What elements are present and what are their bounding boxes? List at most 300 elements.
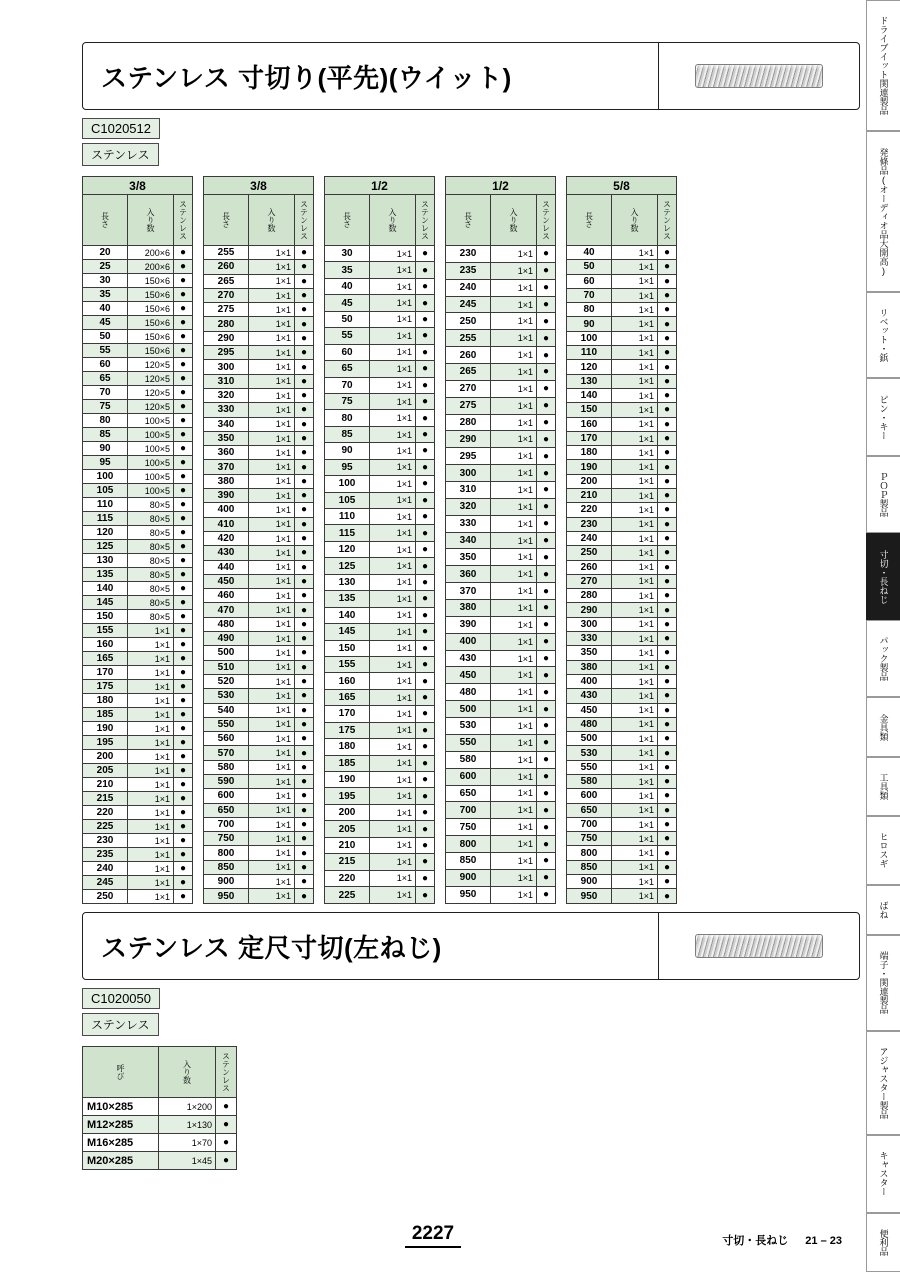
cell-c3: ● (295, 388, 314, 402)
cell-c2: 150×6 (128, 330, 174, 344)
side-tab-label: ばね (878, 900, 889, 919)
table-row (567, 560, 677, 574)
cell-c1: 145 (325, 624, 370, 640)
cell-c3: ● (416, 558, 435, 574)
cell-c3: ● (537, 566, 556, 583)
cell-c1: 400 (567, 674, 612, 688)
cell-c1: 50 (83, 330, 128, 344)
cell-c2: 1×1 (491, 313, 537, 330)
cell-c2: 1×1 (249, 603, 295, 617)
cell-c3: ● (658, 703, 677, 717)
cell-c1: 215 (83, 792, 128, 806)
table-row (325, 739, 435, 755)
cell-c1: 950 (204, 889, 249, 904)
table-size-header: 3/8 (204, 177, 314, 195)
spec-table-group (82, 1046, 860, 1170)
cell-c2: 1×1 (612, 603, 658, 617)
cell-c3: ● (295, 417, 314, 431)
cell-c2: 1×1 (491, 819, 537, 836)
table-row (83, 554, 193, 568)
side-tab-label: アジャスター製品 (878, 1046, 889, 1119)
table-row (83, 1098, 237, 1116)
cell-c2: 1×1 (491, 549, 537, 566)
table-row (325, 393, 435, 409)
side-tab-label: (オーディオ品大開高) (878, 174, 889, 276)
cell-c2: 1×1 (370, 509, 416, 525)
side-tab-label: ヒロスギ (878, 832, 889, 869)
table-row (204, 817, 314, 831)
cell-c2: 1×1 (612, 474, 658, 488)
table-row (567, 860, 677, 874)
section-header (82, 42, 860, 110)
cell-c1: 185 (325, 755, 370, 771)
cell-c2: 1×1 (370, 443, 416, 459)
cell-c3: ● (295, 732, 314, 746)
cell-c2: 1×1 (370, 426, 416, 442)
side-tab-12[interactable] (866, 1031, 900, 1135)
table-row (446, 549, 556, 566)
cell-c2: 120×5 (128, 358, 174, 372)
cell-c3: ● (295, 689, 314, 703)
cell-c1: 155 (325, 656, 370, 672)
cell-c2: 1×1 (491, 616, 537, 633)
cell-c3: ● (174, 358, 193, 372)
cell-c3: ● (658, 674, 677, 688)
cell-c3: ● (416, 443, 435, 459)
cell-c1: 700 (204, 817, 249, 831)
cell-c2: 150×6 (128, 316, 174, 330)
cell-c1: 180 (325, 739, 370, 755)
cell-c3: ● (658, 760, 677, 774)
cell-c1: 430 (446, 650, 491, 667)
column-header-0: 呼び (83, 1047, 159, 1098)
cell-c3: ● (174, 400, 193, 414)
cell-c2: 1×1 (612, 360, 658, 374)
column-header-0: 長さ (446, 195, 491, 246)
cell-c2: 1×1 (128, 652, 174, 666)
table-row (325, 673, 435, 689)
side-tab-11[interactable] (866, 935, 900, 1030)
cell-c2: 1×1 (249, 646, 295, 660)
cell-c3: ● (416, 755, 435, 771)
cell-c3: ● (537, 785, 556, 802)
code-group (82, 988, 860, 1036)
cell-c2: 1×1 (249, 360, 295, 374)
side-tab-5[interactable] (866, 533, 900, 619)
cell-c3: ● (658, 246, 677, 260)
table-row (325, 558, 435, 574)
cell-c3: ● (537, 768, 556, 785)
table-row (446, 785, 556, 802)
cell-c2: 1×1 (249, 446, 295, 460)
cell-c2: 1×1 (612, 317, 658, 331)
cell-c1: 270 (204, 288, 249, 302)
cell-c1: 270 (567, 574, 612, 588)
cell-c1: 300 (446, 465, 491, 482)
table-row (83, 834, 193, 848)
cell-c1: 540 (204, 703, 249, 717)
cell-c3: ● (416, 377, 435, 393)
cell-c1: 85 (325, 426, 370, 442)
cell-c3: ● (295, 274, 314, 288)
side-tab-4[interactable] (866, 456, 900, 533)
cell-c3: ● (174, 722, 193, 736)
cell-c1: 520 (204, 674, 249, 688)
side-tab-14[interactable] (866, 1213, 900, 1272)
cell-c2: 1×1 (612, 860, 658, 874)
table-row (204, 889, 314, 904)
cell-c2: 80×5 (128, 554, 174, 568)
cell-c3: ● (174, 372, 193, 386)
table-row (567, 546, 677, 560)
cell-c1: 390 (204, 489, 249, 503)
table-row (567, 403, 677, 417)
cell-c2: 1×1 (612, 889, 658, 904)
table-row (446, 448, 556, 465)
cell-c2: 1×1 (612, 803, 658, 817)
cell-c1: 235 (446, 262, 491, 279)
cell-c3: ● (658, 860, 677, 874)
cell-c3: ● (416, 278, 435, 294)
table-row (204, 388, 314, 402)
cell-c1: 950 (446, 886, 491, 903)
cell-c2: 1×1 (249, 546, 295, 560)
cell-c1: 255 (204, 246, 249, 260)
cell-c2: 100×5 (128, 456, 174, 470)
cell-c3: ● (416, 722, 435, 738)
cell-c2: 1×1 (128, 750, 174, 764)
cell-c2: 1×1 (370, 558, 416, 574)
cell-c2: 1×1 (249, 388, 295, 402)
table-row (446, 532, 556, 549)
cell-c3: ● (537, 482, 556, 499)
cell-c2: 1×1 (491, 650, 537, 667)
cell-c3: ● (416, 887, 435, 904)
cell-c1: 60 (325, 344, 370, 360)
table-row (204, 760, 314, 774)
cell-c2: 1×1 (612, 617, 658, 631)
cell-c2: 1×1 (249, 832, 295, 846)
cell-c2: 1×1 (370, 788, 416, 804)
cell-c2: 150×6 (128, 288, 174, 302)
cell-c1: 600 (446, 768, 491, 785)
cell-c1: 115 (325, 525, 370, 541)
cell-c1: 190 (83, 722, 128, 736)
cell-c1: 550 (567, 760, 612, 774)
cell-c3: ● (295, 560, 314, 574)
cell-c2: 1×1 (370, 574, 416, 590)
cell-c3: ● (174, 526, 193, 540)
table-row (204, 617, 314, 631)
cell-c3: ● (174, 764, 193, 778)
column-header-1: 入り数 (128, 195, 174, 246)
cell-c3: ● (174, 316, 193, 330)
cell-d1: M12×285 (83, 1116, 159, 1134)
side-tab-6[interactable] (866, 620, 900, 697)
table-row (204, 703, 314, 717)
cell-d1: M10×285 (83, 1098, 159, 1116)
cell-c3: ● (174, 680, 193, 694)
cell-c2: 1×1 (249, 260, 295, 274)
cell-c2: 1×1 (128, 638, 174, 652)
cell-c3: ● (416, 361, 435, 377)
cell-c1: 480 (446, 684, 491, 701)
table-row (325, 476, 435, 492)
cell-c1: 80 (567, 303, 612, 317)
table-row (83, 666, 193, 680)
table-row (567, 589, 677, 603)
cell-c3: ● (658, 817, 677, 831)
cell-c3: ● (295, 246, 314, 260)
cell-c2: 1×1 (370, 525, 416, 541)
cell-c2: 1×1 (128, 680, 174, 694)
cell-c3: ● (658, 374, 677, 388)
cell-c2: 1×1 (491, 633, 537, 650)
cell-c2: 1×1 (612, 446, 658, 460)
cell-c3: ● (295, 489, 314, 503)
side-tab-7[interactable] (866, 697, 900, 756)
cell-c2: 1×1 (612, 746, 658, 760)
cell-c3: ● (174, 274, 193, 288)
table-row (204, 560, 314, 574)
cell-c3: ● (416, 772, 435, 788)
table-row (204, 689, 314, 703)
cell-c3: ● (658, 546, 677, 560)
table-row (325, 755, 435, 771)
cell-c3: ● (295, 774, 314, 788)
cell-c3: ● (174, 624, 193, 638)
cell-c1: 260 (567, 560, 612, 574)
cell-c3: ● (416, 295, 435, 311)
cell-d3: ● (216, 1134, 237, 1152)
cell-c3: ● (658, 646, 677, 660)
material-label: ステンレス (82, 1013, 159, 1036)
cell-c2: 1×1 (128, 666, 174, 680)
cell-c2: 100×5 (128, 470, 174, 484)
cell-c1: 300 (204, 360, 249, 374)
cell-c2: 1×1 (249, 288, 295, 302)
cell-c1: 130 (325, 574, 370, 590)
table-row (567, 260, 677, 274)
cell-c1: 255 (446, 330, 491, 347)
cell-c3: ● (658, 460, 677, 474)
cell-c3: ● (537, 262, 556, 279)
cell-c2: 1×1 (249, 431, 295, 445)
side-tab-3[interactable] (866, 378, 900, 455)
cell-d3: ● (216, 1152, 237, 1170)
cell-c1: 220 (325, 870, 370, 886)
cell-c1: 530 (446, 718, 491, 735)
cell-c2: 150×6 (128, 344, 174, 358)
table-row (83, 820, 193, 834)
table-row (567, 846, 677, 860)
cell-c1: 240 (83, 862, 128, 876)
table-row (204, 875, 314, 889)
table-row (83, 1134, 237, 1152)
cell-c1: 350 (567, 646, 612, 660)
cell-c3: ● (416, 591, 435, 607)
table-row (204, 517, 314, 531)
spec-table (82, 176, 193, 904)
table-row (83, 680, 193, 694)
cell-c1: 170 (83, 666, 128, 680)
cell-c2: 1×1 (612, 589, 658, 603)
side-tab-9[interactable] (866, 816, 900, 884)
table-row (567, 360, 677, 374)
table-row (446, 296, 556, 313)
cell-c2: 1×1 (491, 785, 537, 802)
cell-c1: 100 (325, 476, 370, 492)
side-tab-0[interactable] (866, 0, 900, 131)
cell-c3: ● (295, 446, 314, 460)
cell-c2: 1×1 (249, 303, 295, 317)
cell-c2: 1×1 (249, 703, 295, 717)
cell-c3: ● (658, 346, 677, 360)
cell-c1: 130 (567, 374, 612, 388)
cell-c2: 1×1 (128, 778, 174, 792)
table-row (567, 689, 677, 703)
cell-c1: 410 (204, 517, 249, 531)
cell-c2: 1×1 (491, 431, 537, 448)
table-row (446, 819, 556, 836)
cell-c1: 205 (325, 821, 370, 837)
cell-c2: 80×5 (128, 512, 174, 526)
table-row (567, 303, 677, 317)
cell-c3: ● (658, 531, 677, 545)
side-tab-8[interactable] (866, 757, 900, 816)
cell-c3: ● (416, 541, 435, 557)
cell-c1: 80 (83, 414, 128, 428)
table-row (325, 870, 435, 886)
cell-c2: 1×1 (249, 317, 295, 331)
table-row (325, 525, 435, 541)
cell-c2: 1×1 (491, 515, 537, 532)
cell-c3: ● (174, 498, 193, 512)
cell-c3: ● (658, 489, 677, 503)
table-row (446, 246, 556, 263)
cell-c1: 40 (83, 302, 128, 316)
cell-c1: 310 (446, 482, 491, 499)
spec-table (203, 176, 314, 904)
cell-c3: ● (295, 746, 314, 760)
cell-c1: 850 (567, 860, 612, 874)
cell-c2: 200×6 (128, 260, 174, 274)
table-row (83, 400, 193, 414)
table-row (567, 646, 677, 660)
cell-c1: 50 (325, 311, 370, 327)
cell-c1: 115 (83, 512, 128, 526)
table-row (325, 361, 435, 377)
side-tab-10[interactable] (866, 885, 900, 935)
cell-c3: ● (416, 656, 435, 672)
cell-c3: ● (537, 313, 556, 330)
cell-c1: 105 (83, 484, 128, 498)
table-row (446, 279, 556, 296)
cell-c1: 390 (446, 616, 491, 633)
cell-c1: 510 (204, 660, 249, 674)
cell-c1: 490 (204, 632, 249, 646)
cell-c3: ● (537, 397, 556, 414)
table-row (567, 817, 677, 831)
table-row (204, 546, 314, 560)
cell-c3: ● (658, 717, 677, 731)
cell-c1: 105 (325, 492, 370, 508)
cell-c1: 290 (204, 331, 249, 345)
cell-c2: 1×1 (370, 541, 416, 557)
column-header-2: ステンレス (295, 195, 314, 246)
cell-c3: ● (295, 817, 314, 831)
cell-c1: 50 (567, 260, 612, 274)
cell-c1: 800 (567, 846, 612, 860)
cell-c2: 1×1 (491, 330, 537, 347)
table-row (83, 484, 193, 498)
table-row (446, 515, 556, 532)
cell-c2: 1×1 (491, 734, 537, 751)
cell-c1: 530 (204, 689, 249, 703)
table-row (204, 660, 314, 674)
cell-c1: 590 (204, 774, 249, 788)
cell-c2: 1×1 (249, 817, 295, 831)
table-row (325, 772, 435, 788)
side-tab-2[interactable] (866, 292, 900, 378)
cell-c2: 1×1 (612, 489, 658, 503)
cell-c2: 1×1 (249, 474, 295, 488)
side-tab-1[interactable] (866, 131, 900, 291)
cell-c1: 45 (325, 295, 370, 311)
cell-c2: 1×1 (491, 397, 537, 414)
cell-c1: 180 (83, 694, 128, 708)
side-tab-13[interactable] (866, 1135, 900, 1212)
cell-c3: ● (658, 260, 677, 274)
table-row (446, 330, 556, 347)
cell-c3: ● (537, 246, 556, 263)
cell-c1: 295 (446, 448, 491, 465)
table-row (204, 431, 314, 445)
table-row (204, 746, 314, 760)
cell-c1: 240 (567, 531, 612, 545)
cell-c3: ● (174, 750, 193, 764)
cell-c2: 1×1 (370, 624, 416, 640)
cell-c3: ● (416, 607, 435, 623)
cell-c2: 1×1 (370, 278, 416, 294)
cell-c2: 200×6 (128, 246, 174, 260)
table-row (446, 431, 556, 448)
cell-c2: 1×1 (249, 732, 295, 746)
cell-c3: ● (174, 736, 193, 750)
table-row (567, 460, 677, 474)
cell-c1: 450 (567, 703, 612, 717)
cell-c3: ● (174, 330, 193, 344)
cell-c3: ● (295, 403, 314, 417)
cell-c1: 300 (567, 617, 612, 631)
cell-c3: ● (295, 660, 314, 674)
cell-c1: 550 (204, 717, 249, 731)
column-header-1: 入り数 (249, 195, 295, 246)
cell-c3: ● (295, 531, 314, 545)
table-row (567, 732, 677, 746)
cell-c2: 1×1 (249, 746, 295, 760)
cell-c1: 210 (567, 489, 612, 503)
cell-c1: 550 (446, 734, 491, 751)
table-row (204, 632, 314, 646)
table-row (446, 482, 556, 499)
cell-c1: 25 (83, 260, 128, 274)
cell-c2: 1×1 (370, 640, 416, 656)
cell-c3: ● (416, 739, 435, 755)
cell-c3: ● (174, 484, 193, 498)
table-row (567, 760, 677, 774)
cell-c3: ● (174, 428, 193, 442)
